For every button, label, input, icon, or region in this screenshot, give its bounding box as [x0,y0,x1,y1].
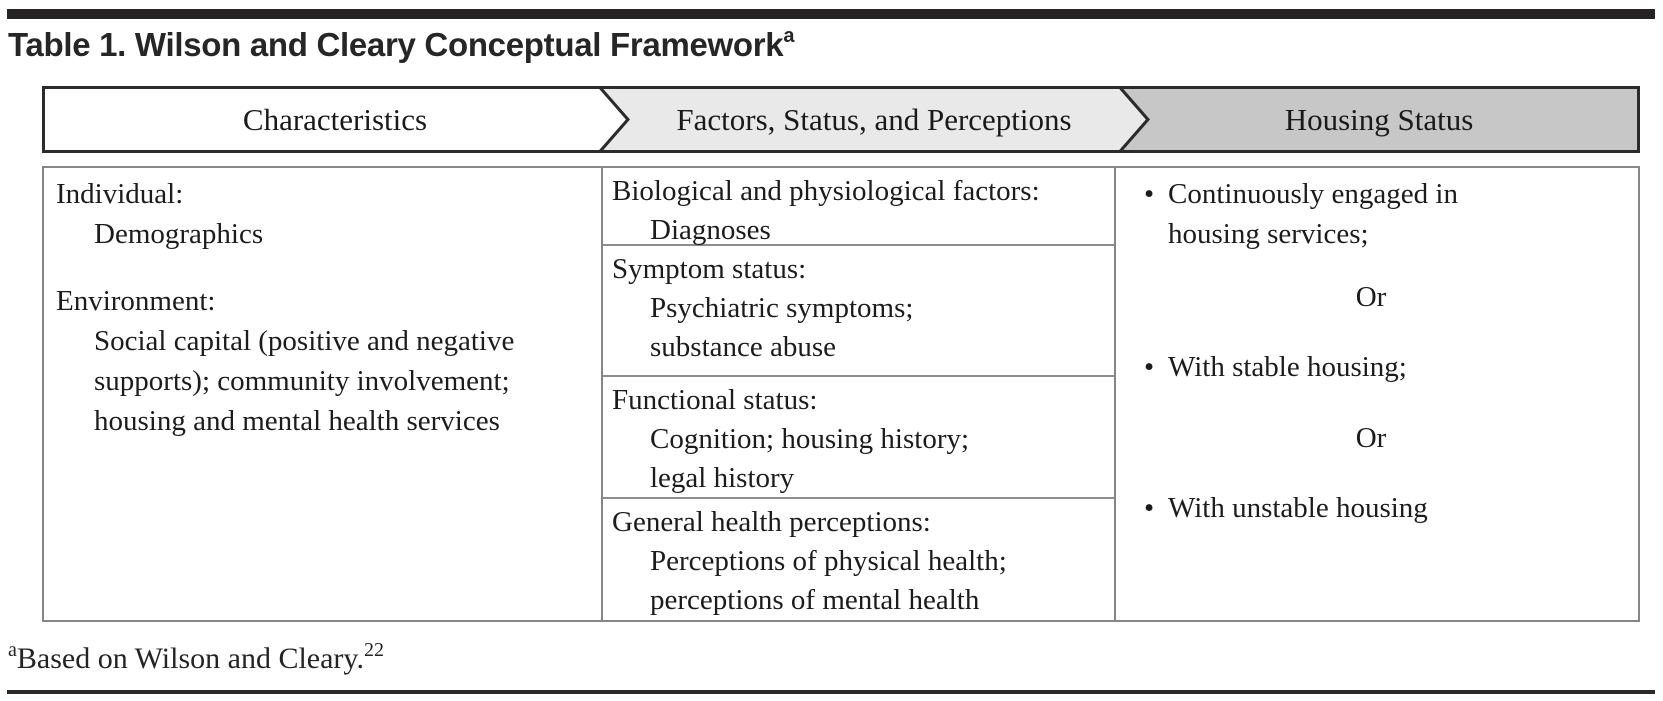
table-title-text: Table 1. Wilson and Cleary Conceptual Framework [8,26,784,63]
factors-row-general-health [603,499,1114,620]
row-heading: Functional status: [612,384,818,416]
row-heading: General health perceptions: [612,506,931,538]
row-item: Psychiatric symptoms; [650,292,914,324]
or-connector: Or [1355,281,1387,313]
bullet-icon: • [1144,351,1155,383]
table-title-footnote-marker: a [783,25,795,47]
table-title [8,26,794,64]
table-footnote [8,640,384,676]
factors-column [603,168,1116,620]
group-item: Demographics [94,218,264,250]
footnote-citation: 22 [363,639,384,661]
row-item: perceptions of mental health [650,584,980,616]
bullet-icon: • [1144,178,1155,210]
characteristics-group-environment [56,281,591,441]
housing-status-column [1116,168,1638,620]
footnote-marker: a [8,639,17,661]
bullet-text-line: housing services; [1168,218,1369,250]
factors-row-biological [603,168,1114,246]
column-header-characteristics: Characteristics [242,101,428,137]
characteristics-column [44,168,603,620]
housing-option-stable-housing [1144,347,1598,387]
column-header-factors: Factors, Status, and Perceptions [676,101,1072,137]
row-heading: Symptom status: [612,253,807,285]
bullet-text-line: With stable housing; [1168,351,1407,383]
row-item: Cognition; housing history; [650,423,970,455]
column-header-housing-status: Housing Status [1284,101,1474,137]
housing-option-continuously-engaged [1144,174,1598,254]
bottom-rule [7,690,1655,694]
row-item: substance abuse [650,331,837,363]
bullet-icon: • [1144,492,1155,524]
arrow-header-band [42,86,1640,153]
bullet-text-line: Continuously engaged in [1168,178,1458,210]
group-item: supports); community involvement; [94,365,510,397]
group-heading: Individual: [56,178,184,210]
row-item: legal history [650,462,795,494]
row-item: Perceptions of physical health; [650,545,1007,577]
group-item: housing and mental health services [94,405,500,437]
bullet-text-line: With unstable housing [1168,492,1428,524]
row-heading: Biological and physiological factors: [612,175,1040,207]
group-heading: Environment: [56,285,216,317]
footnote-text: Based on Wilson and Cleary. [16,642,364,675]
housing-option-unstable-housing [1144,488,1598,528]
factors-row-functional [603,377,1114,499]
framework-table [42,166,1640,622]
bullet-text [1168,174,1458,254]
or-connector: Or [1355,422,1387,454]
group-item: Social capital (positive and negative [94,325,515,357]
characteristics-group-individual [56,174,591,254]
top-rule [7,9,1655,19]
row-item: Diagnoses [650,214,771,246]
factors-row-symptom [603,246,1114,377]
